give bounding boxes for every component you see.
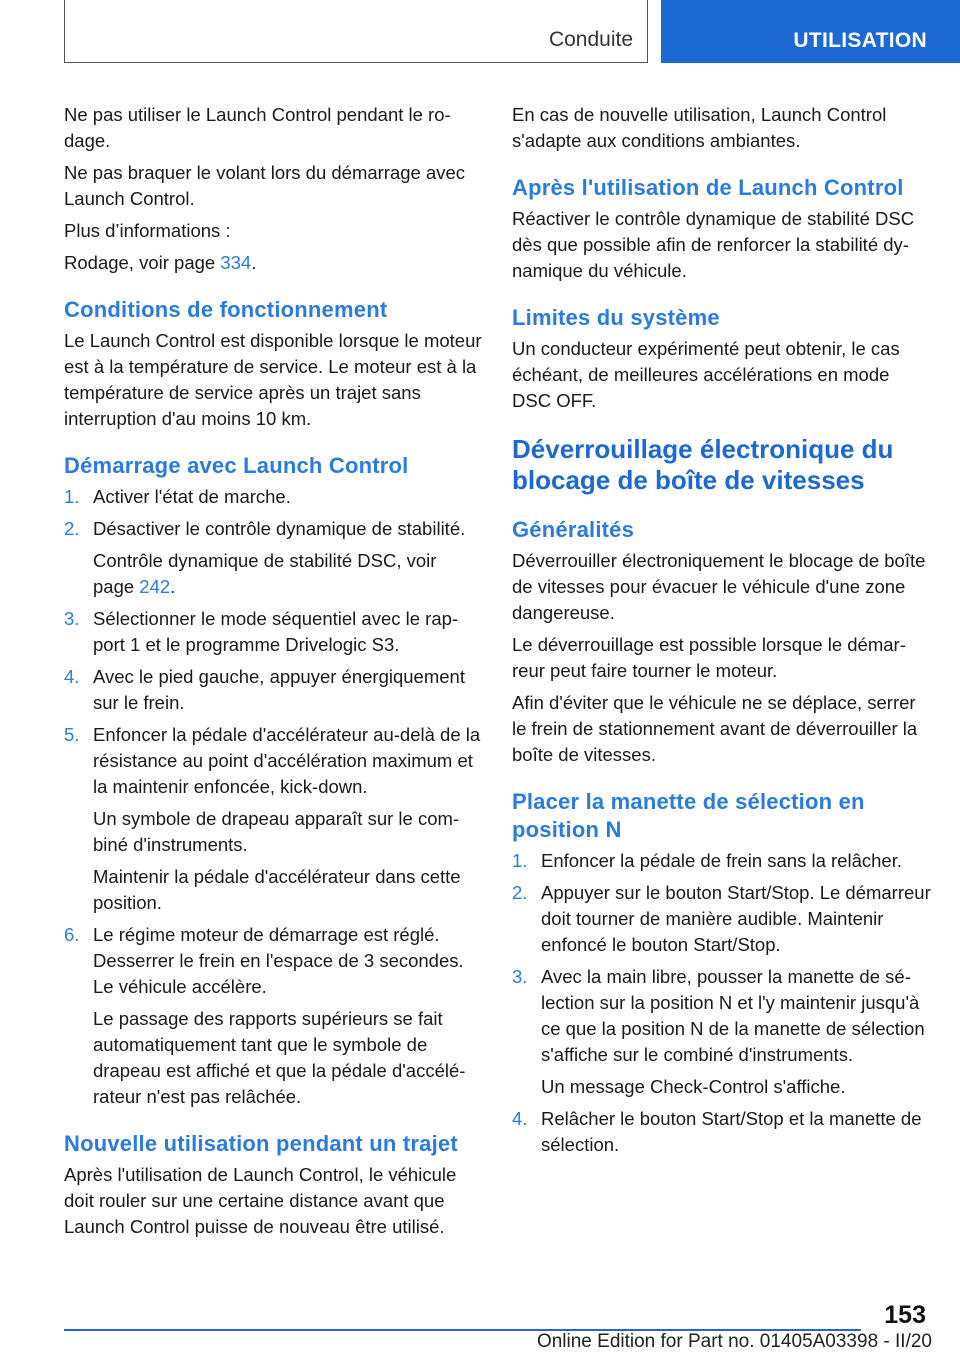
paragraph: Ne pas braquer le volant lors du démarrage avec Launch Control.: [64, 162, 466, 209]
list-item: [64, 484, 482, 510]
header-chapter-label: UTILISATION: [793, 29, 927, 52]
step-subtext: [93, 548, 482, 600]
heading-nouvelle-utilisation: Nouvelle utilisation pendant un trajet: [64, 1131, 458, 1156]
step-text: Désactiver le contrôle dynamique de stabilité.: [93, 518, 466, 539]
page-link-334[interactable]: 334: [220, 252, 252, 273]
paragraph: Un conducteur expérimenté peut obtenir, le cas échéant, de meilleures accélérations en mode DSC OFF.: [512, 338, 900, 411]
step-text: Enfoncer la pédale d'accélérateur au-delà de la résistance au point d'accélération maximum et la maintenir enfoncée, kick-down.: [93, 724, 481, 797]
paragraph: Afin d'éviter que le véhicule ne se déplace, serrer le frein de stationnement avant de déverrouiller la boîte de vitesses.: [512, 692, 918, 765]
step-text: Activer l'état de marche.: [93, 486, 291, 507]
step-number: 2.: [64, 518, 80, 539]
step-text: Enfoncer la pédale de frein sans la relâcher.: [541, 850, 902, 871]
list-item: [512, 1106, 932, 1158]
page-link-242[interactable]: 242: [139, 576, 171, 597]
step-subtext: Le passage des rapports supérieurs se fait automatiquement tant que le symbole de drapeau est affiché et que la pédale d'accélérateur n'est pas relâchée.: [93, 1008, 466, 1107]
heading-placer-manette: Placer la manette de sélection en position N: [512, 789, 865, 842]
paragraph: Après l'utilisation de Launch Control, le véhicule doit rouler sur une certaine distance avant que Launch Control puisse de nouveau être utilisé.: [64, 1164, 457, 1237]
heading-conditions: Conditions de fonctionnement: [64, 297, 388, 322]
step-number: 6.: [64, 924, 80, 945]
step-subtext: Un symbole de drapeau apparaît sur le combiné d'instruments.: [93, 808, 460, 855]
list-item: [64, 664, 482, 716]
text: .: [251, 252, 257, 273]
step-subtext: Un message Check-Control s'affiche.: [541, 1076, 846, 1097]
step-text: Avec le pied gauche, appuyer énergiquement sur le frein.: [93, 666, 465, 713]
steps-list: [64, 484, 482, 1110]
left-column: [64, 102, 482, 1246]
text: Rodage, voir page: [64, 252, 221, 273]
paragraph: [64, 250, 482, 276]
paragraph: Réactiver le contrôle dynamique de stabilité DSC dès que possible afin de renforcer la stabilité dynamique du véhicule.: [512, 208, 915, 281]
step-subtext: Maintenir la pédale d'accélérateur dans cette position.: [93, 866, 461, 913]
list-item: [512, 964, 932, 1100]
step-text: Le régime moteur de démarrage est réglé. Desserrer le frein en l'espace de 3 secondes. Le véhicule accélère.: [93, 924, 464, 997]
list-item: [512, 848, 932, 874]
paragraph: Le Launch Control est disponible lorsque le moteur est à la température de service. Le moteur est à la température de service après un trajet sans interruption d'au moins 10 km.: [64, 330, 482, 429]
paragraph: Plus d’informations :: [64, 220, 231, 241]
step-number: 1.: [512, 850, 528, 871]
page-number: 153: [884, 1301, 926, 1329]
right-column: [512, 102, 932, 1164]
steps-list: [512, 848, 932, 1158]
step-number: 1.: [64, 486, 80, 507]
text: .: [170, 576, 176, 597]
header-section-label: Conduite: [548, 28, 633, 51]
list-item: [64, 922, 482, 1110]
step-number: 4.: [64, 666, 80, 687]
footer-edition: Online Edition for Part no. 01405A03398 - II/20: [536, 1331, 932, 1352]
heading-demarrage: Démarrage avec Launch Control: [64, 453, 409, 478]
list-item: [64, 606, 482, 658]
step-number: 2.: [512, 882, 528, 903]
step-number: 4.: [512, 1108, 528, 1129]
list-item: [64, 722, 482, 916]
paragraph: Déverrouiller électroniquement le blocage de boîte de vitesses pour évacuer le véhicule d'une zone dangereuse.: [512, 550, 926, 623]
heading-limites: Limites du système: [512, 305, 720, 330]
header-chapter-tab: [661, 0, 960, 63]
step-text: Avec la main libre, pousser la manette de sélection sur la position N et l'y maintenir jusqu'à ce que la position N de la manette de sélection s'affiche sur le combiné d'instruments.: [541, 966, 925, 1065]
paragraph: En cas de nouvelle utilisation, Launch Control s'adapte aux conditions ambiantes.: [512, 104, 887, 151]
heading-deverrouillage: Déverrouillage électronique du blocage de boîte de vitesses: [512, 434, 894, 495]
step-number: 5.: [64, 724, 80, 745]
paragraph: Ne pas utiliser le Launch Control pendant le rodage.: [64, 104, 451, 151]
step-text: Appuyer sur le bouton Start/Stop. Le démarreur doit tourner de manière audible. Maintenir enfoncé le bouton Start/Stop.: [541, 882, 931, 955]
heading-generalites: Généralités: [512, 517, 635, 542]
text: Contrôle dynamique de stabilité DSC, voir page: [93, 550, 437, 597]
list-item: [64, 516, 482, 600]
heading-apres-utilisation: Après l'utilisation de Launch Control: [512, 175, 904, 200]
paragraph: Le déverrouillage est possible lorsque le démarreur peut faire tourner le moteur.: [512, 634, 906, 681]
step-text: Relâcher le bouton Start/Stop et la manette de sélection.: [541, 1108, 922, 1155]
step-number: 3.: [64, 608, 80, 629]
step-number: 3.: [512, 966, 528, 987]
header-section-tab: [64, 0, 648, 63]
list-item: [512, 880, 932, 958]
step-text: Sélectionner le mode séquentiel avec le rapport 1 et le programme Drivelogic S3.: [93, 608, 459, 655]
